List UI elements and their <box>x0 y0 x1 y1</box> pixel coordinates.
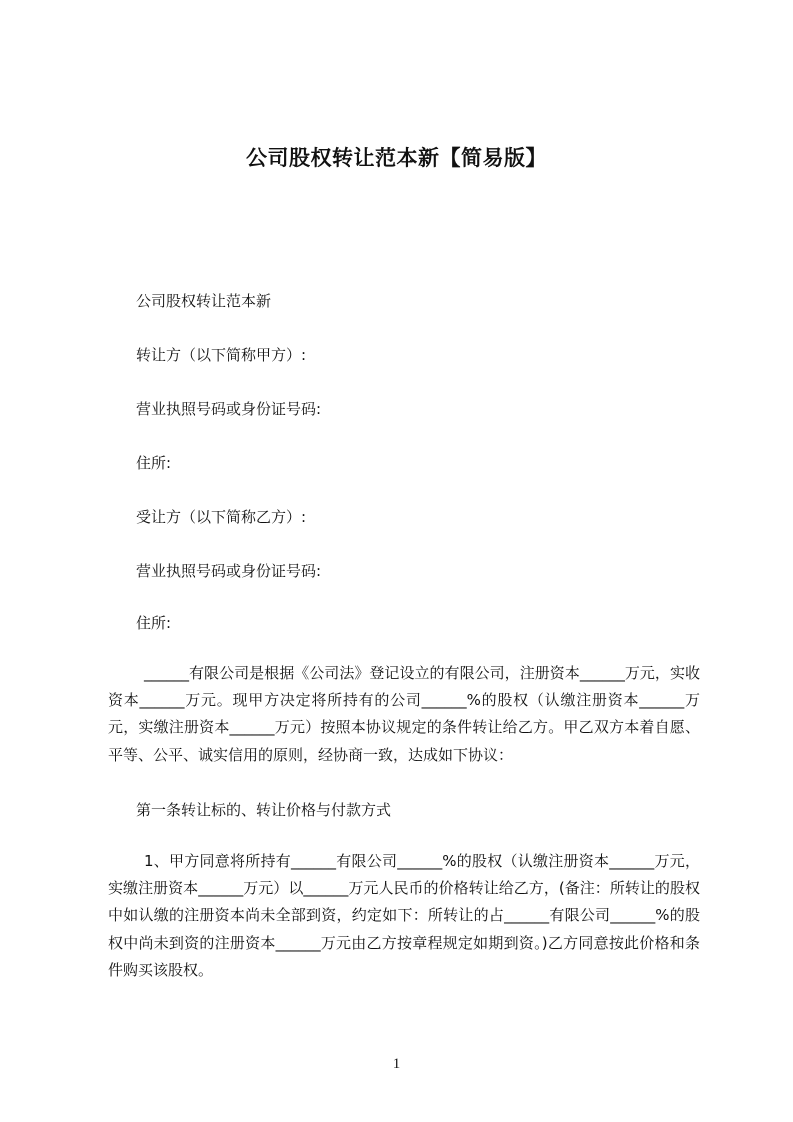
transferor-line: 转让方（以下简称甲方）: <box>136 346 307 364</box>
transferee-license-line: 营业执照号码或身份证号码: <box>136 562 322 580</box>
transferor-license-line: 营业执照号码或身份证号码: <box>136 400 322 418</box>
clause-1-paragraph: 1、甲方同意将所持有______有限公司______%的股权（认缴注册资本______万元，实缴注册资本______万元）以______万元人民币的价格转让给乙方，(备注：所转让的股权中如认缴的注册资本尚未全部到资，约定如下：所转让的占______有限公司______%的股权中尚未到资的注册资本______万元由乙方按章程规定如期到资。)乙方同意按此价格和条件购买该股权。 <box>108 852 700 979</box>
subtitle-line: 公司股权转让范本新 <box>136 292 272 310</box>
article-1-heading: 第一条转让标的、转让价格与付款方式 <box>136 801 392 819</box>
page-number: 1 <box>392 1056 401 1072</box>
transferee-line: 受让方（以下简称乙方）: <box>136 508 307 526</box>
transferor-address-line: 住所: <box>136 454 172 472</box>
document-title: 公司股权转让范本新【简易版】 <box>246 146 547 170</box>
preamble-paragraph: ______有限公司是根据《公司法》登记设立的有限公司，注册资本______万元，实收资本______万元。现甲方决定将所持有的公司______%的股权（认缴注册资本______万元，实缴注册资本______万元）按照本协议规定的条件转让给乙方。甲乙双方本着自愿、平等、公平、诚实信用的原则，经协商一致，达成如下协议： <box>108 664 700 764</box>
transferee-address-line: 住所: <box>136 614 172 632</box>
